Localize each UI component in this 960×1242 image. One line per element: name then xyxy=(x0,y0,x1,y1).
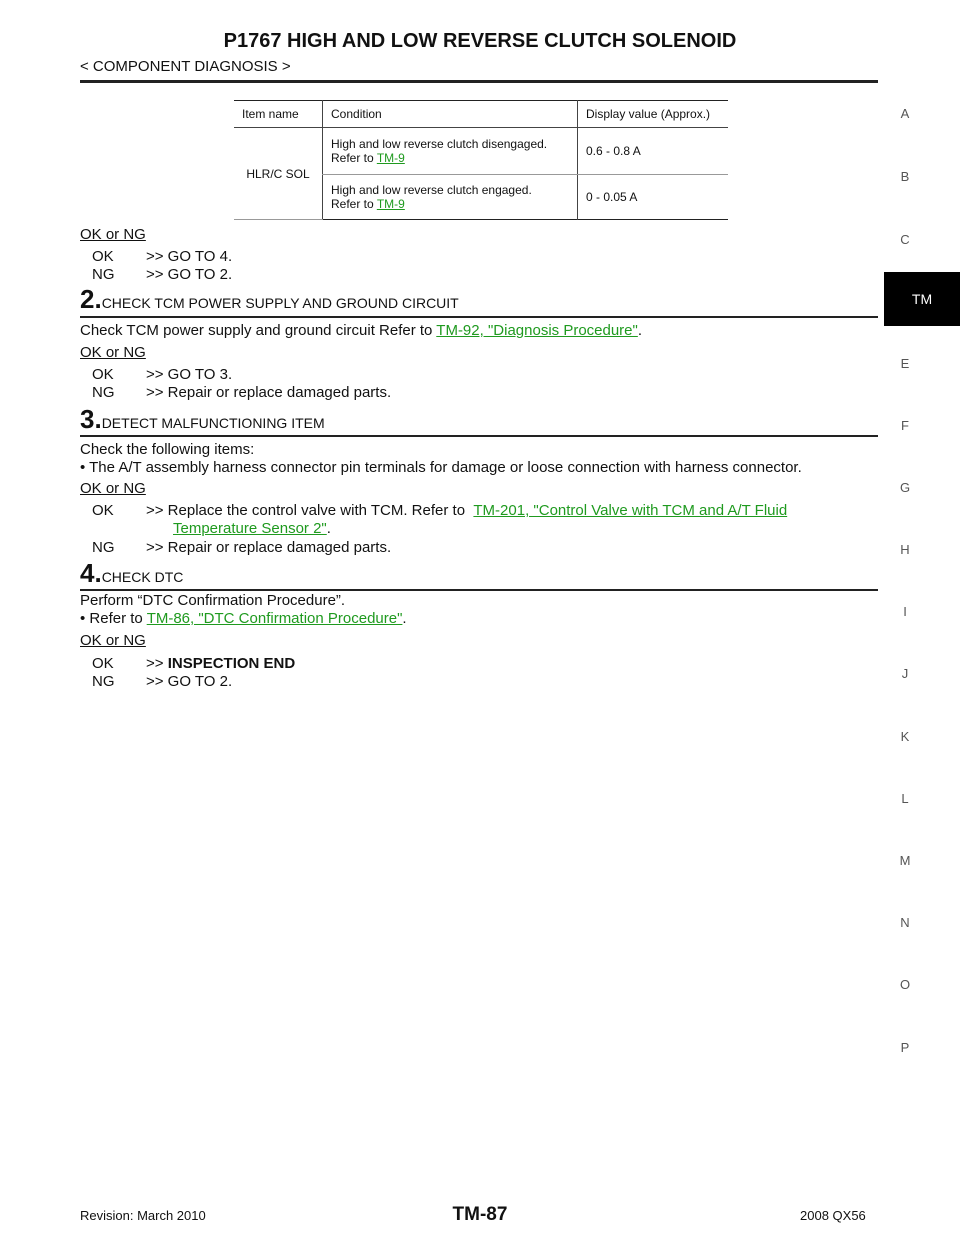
ok-label: OK xyxy=(92,366,114,383)
bullet-suffix: . xyxy=(402,610,407,627)
table-cell-value: 0 - 0.05 A xyxy=(578,175,729,220)
revision-date: Revision: March 2010 xyxy=(80,1208,206,1223)
ok-label: OK xyxy=(92,655,114,672)
step-2-body xyxy=(80,322,642,339)
step-3-intro: Check the following items: xyxy=(80,441,255,458)
side-tab-tm-active[interactable]: TM xyxy=(884,272,960,326)
step-title: DETECT MALFUNCTIONING ITEM xyxy=(101,415,325,431)
dtc-confirmation-link[interactable]: TM-86, "DTC Confirmation Procedure" xyxy=(146,610,403,627)
ng-action: >> Repair or replace damaged parts. xyxy=(146,384,392,401)
step-divider xyxy=(80,316,878,318)
table-header-value: Display value (Approx.) xyxy=(578,101,729,128)
step-number: 2. xyxy=(80,284,102,314)
step-divider xyxy=(80,589,878,591)
bullet-text: • Refer to xyxy=(80,610,147,627)
tm-9-link[interactable]: TM-9 xyxy=(376,197,405,211)
refer-text: Refer to xyxy=(331,197,377,211)
side-tab-n[interactable]: N xyxy=(900,915,910,930)
ok-suffix: . xyxy=(326,520,331,537)
ng-action: >> GO TO 2. xyxy=(146,266,233,283)
ng-action: >> Repair or replace damaged parts. xyxy=(146,539,392,556)
side-tab-e[interactable]: E xyxy=(900,356,910,371)
ok-action: >> GO TO 3. xyxy=(146,366,233,383)
page-title: P1767 HIGH AND LOW REVERSE CLUTCH SOLENOID xyxy=(223,30,737,52)
condition-text: High and low reverse clutch disengaged. xyxy=(331,137,548,151)
side-tab-f[interactable]: F xyxy=(901,418,909,433)
ok-ng-label: OK or NG xyxy=(80,344,146,361)
step-2-heading xyxy=(80,284,459,315)
body-suffix: . xyxy=(637,322,643,339)
ok-ng-label: OK or NG xyxy=(80,632,146,649)
table-row xyxy=(234,128,728,175)
table-cell-condition xyxy=(323,175,578,220)
step-4-bullet xyxy=(80,610,407,627)
ok-action-continued xyxy=(173,520,331,537)
step-number: 4. xyxy=(80,558,102,588)
step-title: CHECK TCM POWER SUPPLY AND GROUND CIRCUIT xyxy=(101,295,459,311)
model-label: 2008 QX56 xyxy=(800,1208,866,1223)
section-subtitle: < COMPONENT DIAGNOSIS > xyxy=(80,58,291,75)
side-tab-p[interactable]: P xyxy=(900,1040,910,1055)
ng-label: NG xyxy=(92,673,115,690)
body-text: Check TCM power supply and ground circuit Refer to xyxy=(80,322,437,339)
side-tab-i[interactable]: I xyxy=(903,604,907,619)
ok-label: OK xyxy=(92,502,114,519)
ok-ng-label: OK or NG xyxy=(80,480,146,497)
table-cell-item: HLR/C SOL xyxy=(234,128,323,220)
step-title: CHECK DTC xyxy=(101,569,184,585)
step-divider xyxy=(80,435,878,437)
ng-action: >> GO TO 2. xyxy=(146,673,233,690)
page-number: TM-87 xyxy=(452,1204,508,1225)
side-tab-a[interactable]: A xyxy=(900,106,910,121)
side-tab-j[interactable]: J xyxy=(901,666,909,681)
step-number: 3. xyxy=(80,404,102,434)
ok-action xyxy=(146,655,295,672)
ok-label: OK xyxy=(92,248,114,265)
tm-9-link[interactable]: TM-9 xyxy=(376,151,405,165)
step-3-bullet: • The A/T assembly harness connector pin terminals for damage or loose connection with harness connector. xyxy=(80,459,802,476)
side-tab-c[interactable]: C xyxy=(900,232,910,247)
header-divider xyxy=(80,80,878,83)
ng-label: NG xyxy=(92,384,115,401)
side-tab-g[interactable]: G xyxy=(899,480,911,495)
condition-table xyxy=(234,100,728,220)
ok-action xyxy=(146,502,787,519)
ok-arrow: >> xyxy=(146,655,168,672)
side-tab-b[interactable]: B xyxy=(900,169,910,184)
ng-label: NG xyxy=(92,539,115,556)
side-tab-h[interactable]: H xyxy=(900,542,910,557)
inspection-end-text: INSPECTION END xyxy=(167,655,296,672)
control-valve-link-cont[interactable]: Temperature Sensor 2" xyxy=(173,520,327,537)
table-header-item: Item name xyxy=(234,101,323,128)
step-4-intro: Perform “DTC Confirmation Procedure”. xyxy=(80,592,346,609)
ng-label: NG xyxy=(92,266,115,283)
step-4-heading xyxy=(80,558,183,589)
diagnosis-procedure-link[interactable]: TM-92, "Diagnosis Procedure" xyxy=(436,322,638,339)
refer-text: Refer to xyxy=(331,151,377,165)
side-tab-o[interactable]: O xyxy=(899,977,911,992)
ok-action: >> GO TO 4. xyxy=(146,248,233,265)
table-cell-condition xyxy=(323,128,578,175)
table-header-condition: Condition xyxy=(323,101,578,128)
step-3-heading xyxy=(80,404,325,435)
control-valve-link[interactable]: TM-201, "Control Valve with TCM and A/T Fluid xyxy=(473,502,788,519)
ok-ng-label: OK or NG xyxy=(80,226,146,243)
side-tab-l[interactable]: L xyxy=(901,791,909,806)
side-tab-m[interactable]: M xyxy=(899,853,911,868)
ok-action-text: >> Replace the control valve with TCM. Refer to xyxy=(146,502,466,519)
side-tab-k[interactable]: K xyxy=(900,729,910,744)
condition-text: High and low reverse clutch engaged. xyxy=(331,183,532,197)
table-cell-value: 0.6 - 0.8 A xyxy=(578,128,729,175)
